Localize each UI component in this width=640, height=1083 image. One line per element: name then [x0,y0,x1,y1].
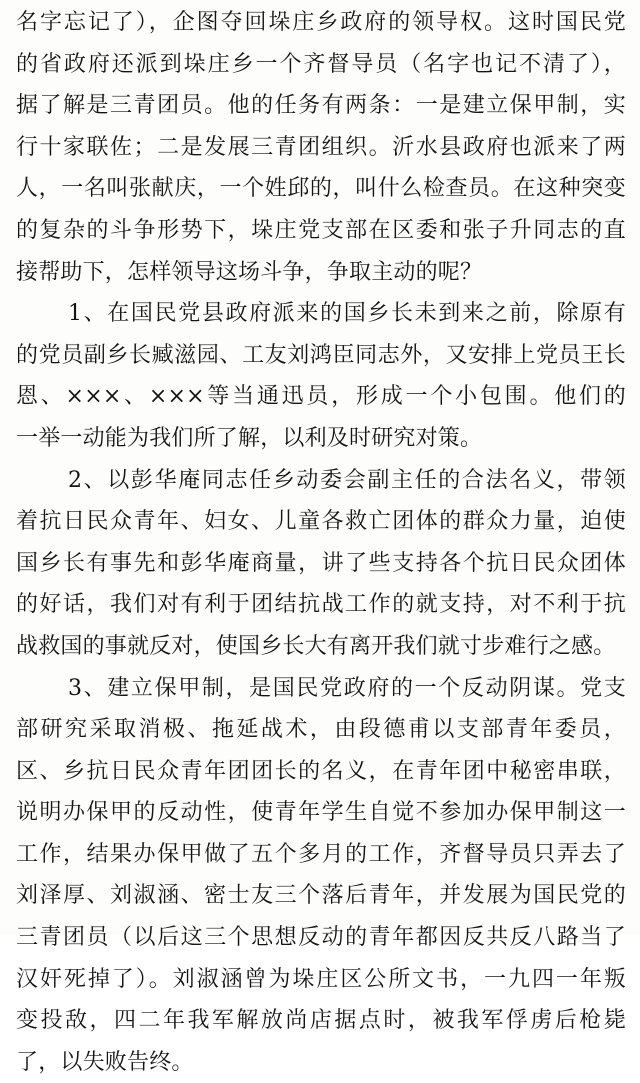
text-line: 的党员副乡长臧滋园、工友刘鸿臣同志外，又安排上党员王长 [16,342,626,368]
text-line: 一举一动能为我们所了解，以利及时研究对策。 [16,425,483,451]
paragraph-2-start: 2、以彭华庵同志任乡动委会副主任的合法名义，带领 [68,467,626,493]
text-line: 汉奸死掉了）。刘淑涵曾为垛庄区公所文书，一九四一年叛 [16,966,626,992]
text-line: 国乡长有事先和彭华庵商量，讲了些支持各个抗日民众团体 [16,550,626,576]
text-line: 刘泽厚、刘淑涵、密士友三个落后青年，并发展为国民党的 [16,883,626,909]
text-line: 据了解是三青团员。他的任务有两条：一是建立保甲制，实 [16,93,626,119]
text-line: 战救国的事就反对，使国乡长大有离开我们就寸步难行之感。 [16,633,616,659]
text-line: 着抗日民众青年、妇女、儿童各救亡团体的群众力量，迫使 [16,509,626,535]
text-line: 区、乡抗日民众青年团团长的名义，在青年团中秘密串联， [16,758,626,784]
text-line: 接帮助下，怎样领导这场斗争，争取主动的呢？ [16,259,483,285]
text-line: 说明办保甲的反动性，使青年学生自觉不参加办保甲制这一 [16,800,626,826]
text-line: 部研究采取消极、拖延战术，由段德甫以支部青年委员， [16,717,626,743]
text-line: 了，以失败告终。 [16,1049,194,1075]
text-line: 名字忘记了），企图夺回垛庄乡政府的领导权。这时国民党 [16,10,626,35]
text-line: 三青团员（以后这三个思想反动的青年都因反共反八路当了 [16,925,626,951]
text-line: 的省政府还派到垛庄乡一个齐督导员（名字也记不清了）， [16,51,626,77]
text-line: 人，一名叫张献庆，一个姓邱的，叫什么检查员。在这种突变 [16,176,626,202]
paragraph-3-start: 3、建立保甲制，是国民党政府的一个反动阴谋。党支 [68,675,626,701]
text-line: 的好话，我们对有利于团结抗战工作的就支持，对不利于抗 [16,592,626,618]
paragraph-1-start: 1、在国民党县政府派来的国乡长未到来之前，除原有 [68,301,626,327]
text-line: 工作，结果办保甲做了五个多月的工作，齐督导员只弄去了 [16,841,626,867]
text-line: 的复杂的斗争形势下，垛庄党支部在区委和张子升同志的直 [16,217,626,243]
text-line: 恩、×××、×××等当通迅员，形成一个小包围。他们的 [16,384,626,410]
text-line: 变投敌，四二年我军解放尚店据点时，被我军俘虏后枪毙 [16,1008,626,1034]
text-line: 行十家联佐；二是发展三青团组织。沂水县政府也派来了两 [16,134,626,160]
